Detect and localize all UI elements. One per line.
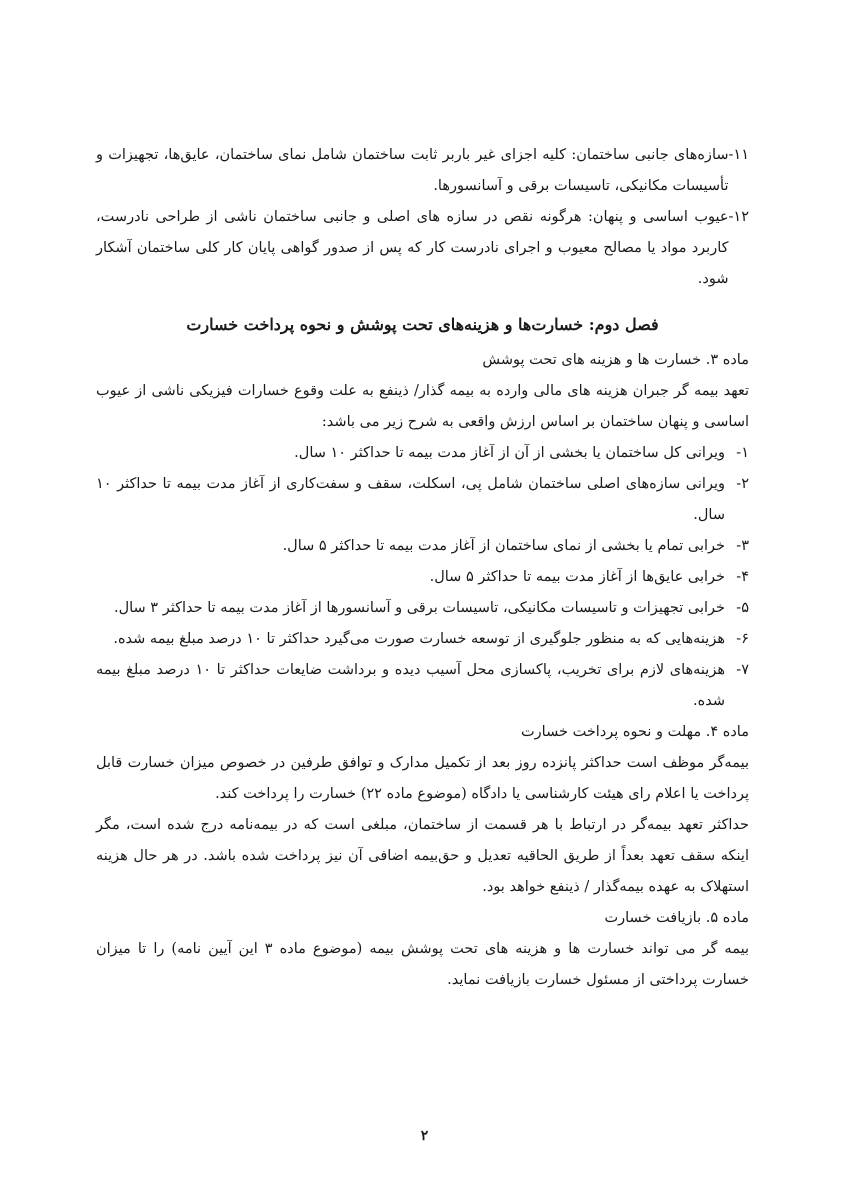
list-item-number: ۵- <box>736 600 749 616</box>
article-5-title: ماده ۵. بازیافت خسارت <box>604 910 749 926</box>
list-item-number: ۷- <box>736 662 749 678</box>
definition-12 <box>96 202 749 295</box>
page-content <box>96 140 749 996</box>
list-item-text: ویرانی سازه‌های اصلی ساختمان شامل پی، اسکلت، سقف و سفت‌کاری از آغاز مدت بیمه تا حداکثر ۱۰ سال. <box>96 476 725 523</box>
list-item-text: خرابی تمام یا بخشی از نمای ساختمان از آغاز مدت بیمه تا حداکثر ۵ سال. <box>282 538 725 554</box>
definition-text: عیوب اساسی و پنهان: هرگونه نقص در سازه های اصلی و جانبی ساختمان ناشی از طراحی نادرست، کاربرد مواد یا مصالح معیوب و اجرای نادرست کار که پس از صدور گواهی پایان کار کلی ساختمان آشکار شود. <box>96 209 729 287</box>
definition-number: ۱۱- <box>728 147 749 163</box>
list-item-text: خرابی عایق‌ها از آغاز مدت بیمه تا حداکثر ۵ سال. <box>429 569 725 585</box>
article-4-paragraph-2: حداکثر تعهد بیمه‌گر در ارتباط با هر قسمت از ساختمان، مبلغی است که در بیمه‌نامه درج شده است، مگر اینکه سقف تعهد بعداً از طریق الحاقیه تعدیل و حق‌بیمه اضافی آن نیز پرداخت شده باشد. در هر حال هزینه استهلاک به عهده بیمه‌گذار / ذینفع خواهد بود. <box>96 817 749 895</box>
definition-number: ۱۲- <box>728 209 749 225</box>
list-item-number: ۱- <box>736 445 749 461</box>
list-item <box>96 655 749 717</box>
coverage-list <box>96 438 749 717</box>
list-item <box>96 469 749 531</box>
list-item-text: هزینه‌های لازم برای تخریب، پاکسازی محل آسیب دیده و برداشت ضایعات حداکثر تا ۱۰ درصد مبلغ بیمه شده. <box>96 662 725 709</box>
list-item-text: ویرانی کل ساختمان یا بخشی از آن از آغاز مدت بیمه تا حداکثر ۱۰ سال. <box>294 445 725 461</box>
list-item-number: ۳- <box>736 538 749 554</box>
article-4-paragraph-1: بیمه‌گر موظف است حداکثر پانزده روز بعد از تکمیل مدارک و توافق طرفین در خصوص میزان خسارت قابل پرداخت یا اعلام رای هیئت کارشناسی یا دادگاه (موضوع ماده ۲۲) خسارت را پرداخت کند. <box>96 755 749 802</box>
list-item-text: هزینه‌هایی که به منظور جلوگیری از توسعه خسارت صورت می‌گیرد حداکثر تا ۱۰ درصد مبلغ بیمه شده. <box>113 631 725 647</box>
page-number: ۲ <box>420 1128 429 1144</box>
article-3-intro: تعهد بیمه گر جبران هزینه های مالی وارده به بیمه گذار/ ذینفع به علت وقوع خسارات فیزیکی ناشی از عیوب اساسی و پنهان ساختمان بر اساس ارزش واقعی به شرح زیر می باشد: <box>96 383 749 430</box>
list-item <box>96 624 749 655</box>
list-item-number: ۴- <box>736 569 749 585</box>
article-4-title: ماده ۴. مهلت و نحوه پرداخت خسارت <box>521 724 749 740</box>
definition-11 <box>96 140 749 202</box>
list-item <box>96 593 749 624</box>
list-item-number: ۶- <box>736 631 749 647</box>
chapter-heading: فصل دوم: خسارت‌ها و هزینه‌های تحت پوشش و نحوه پرداخت خسارت <box>186 315 659 334</box>
article-5-paragraph: بیمه گر می تواند خسارت ها و هزینه های تحت پوشش بیمه (موضوع ماده ۳ این آیین نامه) را تا میزان خسارت پرداختی از مسئول خسارت بازیافت نماید. <box>96 941 749 988</box>
list-item <box>96 562 749 593</box>
list-item <box>96 531 749 562</box>
list-item <box>96 438 749 469</box>
article-3-title: ماده ۳. خسارت ها و هزینه های تحت پوشش <box>482 352 749 368</box>
list-item-number: ۲- <box>736 476 749 492</box>
list-item-text: خرابی تجهیزات و تاسیسات مکانیکی، تاسیسات برقی و آسانسورها از آغاز مدت بیمه تا حداکثر ۳ سال. <box>113 600 725 616</box>
definition-text: سازه‌های جانبی ساختمان: کلیه اجزای غیر باربر ثابت ساختمان شامل نمای ساختمان، عایق‌ها، تجهیزات و تأسیسات مکانیکی، تاسیسات برقی و آسانسورها. <box>96 147 729 194</box>
